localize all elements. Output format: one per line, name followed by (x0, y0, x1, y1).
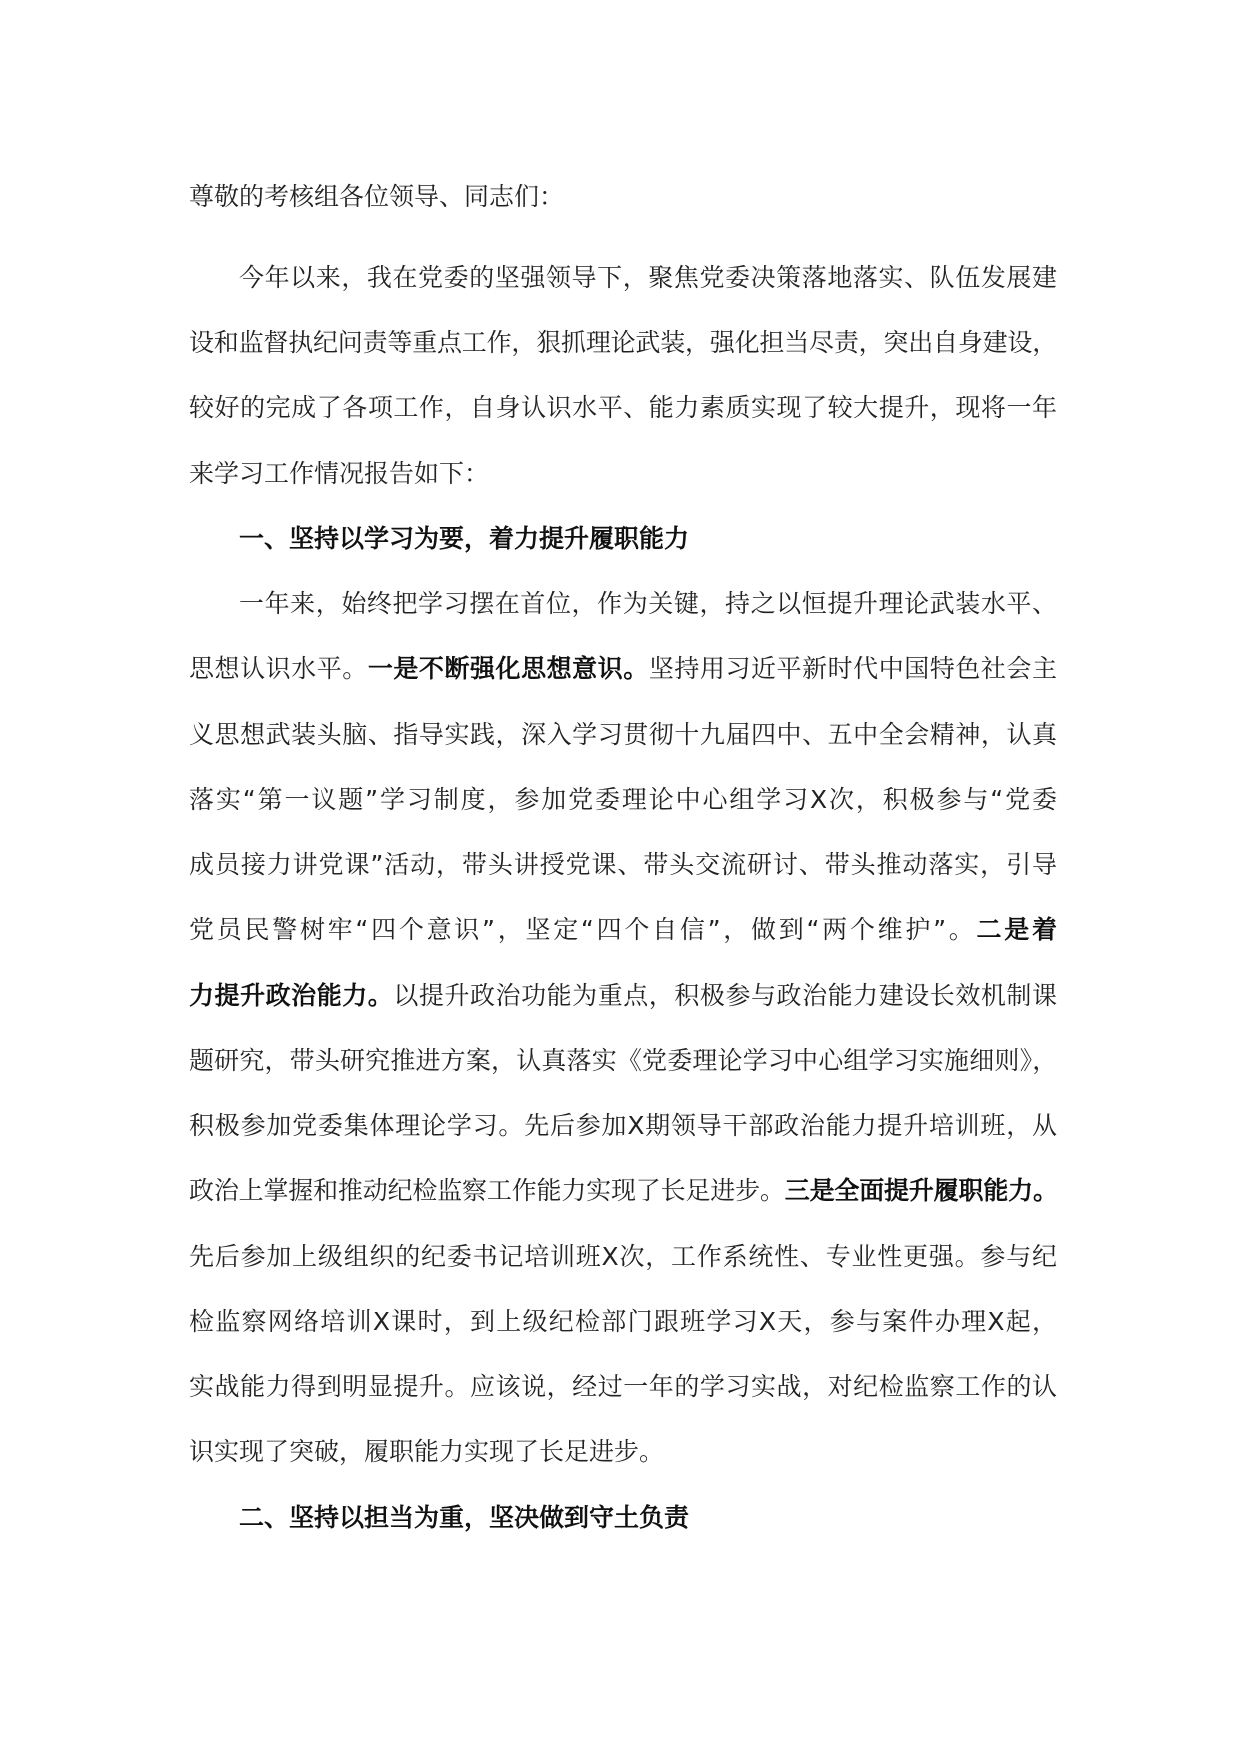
body-line (189, 1419, 1057, 1484)
body-line (189, 1093, 1057, 1158)
body-line (189, 1289, 1057, 1354)
body-line (189, 1028, 1057, 1093)
body-line (189, 832, 1057, 897)
body-line (189, 571, 1057, 636)
key-point-text: 三是全面提升履职能力。 (784, 1176, 1057, 1206)
body-text: 识实现了突破，履职能力实现了长足进步。 (189, 1437, 665, 1467)
body-line (189, 702, 1057, 767)
body-line (189, 897, 1057, 962)
body-text: 思想认识水平。 (189, 654, 368, 684)
key-point-text: 力提升政治能力。 (189, 980, 394, 1010)
body-text: 检监察网络培训X课时，到上级纪检部门跟班学习X天，参与案件办理X起， (189, 1306, 1057, 1336)
intro-line: 今年以来，我在党委的坚强领导下，聚焦党委决策落地落实、队伍发展建 (239, 262, 1057, 292)
report-body (189, 164, 1057, 1550)
body-text: 实战能力得到明显提升。应该说，经过一年的学习实战，对纪检监察工作的认 (189, 1372, 1057, 1402)
key-point-text: 一是不断强化思想意识。 (367, 654, 649, 684)
intro-line: 较好的完成了各项工作，自身认识水平、能力素质实现了较大提升，现将一年 (189, 393, 1057, 423)
salutation: 尊敬的考核组各位领导、同志们： (189, 182, 565, 211)
body-text: 党员民警树牢“四个意识”，坚定“四个自信”，做到“两个维护”。 (189, 915, 977, 945)
body-line (189, 963, 1057, 1028)
intro-line: 设和监督执纪问责等重点工作，狠抓理论武装，强化担当尽责，突出自身建设， (189, 328, 1057, 358)
section-heading: 一、坚持以学习为要，着力提升履职能力 (239, 523, 690, 553)
body-text: 成员接力讲党课”活动，带头讲授党课、带头交流研讨、带头推动落实，引导 (189, 850, 1057, 880)
body-line (189, 636, 1057, 701)
body-line (189, 1354, 1057, 1419)
intro-line: 来学习工作情况报告如下： (189, 458, 490, 488)
body-line (189, 1224, 1057, 1289)
body-text: 坚持用习近平新时代中国特色社会主 (648, 654, 1057, 684)
body-text: 落实“第一议题”学习制度，参加党委理论中心组学习X次，积极参与“党委 (189, 784, 1057, 814)
key-point-text: 二是着 (976, 915, 1057, 945)
section-heading: 二、坚持以担当为重，坚决做到守土负责 (239, 1502, 690, 1532)
body-text: 一年来，始终把学习摆在首位，作为关键，持之以恒提升理论武装水平、 (239, 589, 1057, 619)
body-text: 政治上掌握和推动纪检监察工作能力实现了长足进步。 (189, 1176, 785, 1206)
body-text: 积极参加党委集体理论学习。先后参加X期领导干部政治能力提升培训班，从 (189, 1111, 1057, 1141)
body-line (189, 1158, 1057, 1223)
body-text: 义思想武装头脑、指导实践，深入学习贯彻十九届四中、五中全会精神，认真 (189, 719, 1057, 749)
body-line (189, 767, 1057, 832)
body-text: 先后参加上级组织的纪委书记培训班X次，工作系统性、专业性更强。参与纪 (189, 1241, 1057, 1271)
body-text: 题研究，带头研究推进方案，认真落实《党委理论学习中心组学习实施细则》， (189, 1045, 1057, 1075)
body-text: 以提升政治功能为重点，积极参与政治能力建设长效机制课 (393, 980, 1057, 1010)
